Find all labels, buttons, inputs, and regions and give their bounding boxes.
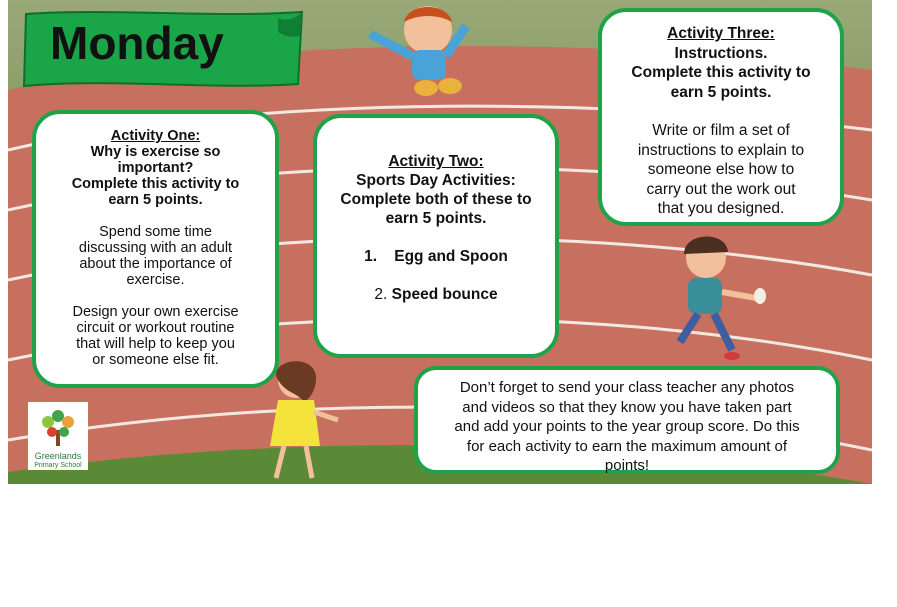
item-label: Speed bounce [391, 286, 498, 303]
activity-two-line: earn 5 points. [385, 210, 487, 227]
activity-one-text: Design your own exercise [72, 304, 239, 320]
activity-two-line: Complete both of these to [340, 191, 532, 208]
activity-one-text: that will help to keep you [76, 336, 235, 352]
activity-two-line: Sports Day Activities: [356, 172, 516, 189]
logo-name: Greenlands [34, 451, 82, 461]
reminder-line: and videos so that they know you have taken part [462, 398, 792, 416]
activity-one-card [32, 110, 279, 388]
activity-two-card [313, 114, 559, 358]
activity-two-heading: Activity Two: [388, 153, 484, 170]
item-number: 2. [374, 286, 388, 303]
activity-three-heading: Activity Three: [667, 25, 775, 42]
reminder-card [414, 366, 840, 474]
reminder-line: Don’t forget to send your class teacher any photos [459, 379, 795, 396]
item-number: 1. [364, 248, 378, 265]
activity-three-text: instructions to explain to [637, 141, 805, 159]
activity-one-text: about the importance of [79, 256, 232, 272]
reminder-line: and add your points to the year group score. Do this [454, 418, 800, 435]
slide [8, 0, 872, 484]
activity-three-card [598, 8, 844, 226]
activity-three-line: Complete this activity to [631, 64, 811, 81]
activity-one-text: Spend some time [99, 224, 212, 240]
activity-three-line: Instructions. [674, 44, 768, 62]
item-label: Egg and Spoon [394, 248, 508, 265]
activity-three-text: carry out the work out [646, 180, 796, 198]
activity-one-text: or someone else fit. [92, 352, 219, 368]
activity-one-line: important? [117, 160, 194, 176]
reminder-line: points! [604, 457, 650, 474]
activity-one-text: exercise. [126, 272, 185, 288]
activity-one-heading: Activity One: [110, 128, 201, 144]
activity-three-text: Write or film a set of [652, 122, 790, 139]
reminder-line: for each activity to earn the maximum amount of [466, 437, 788, 455]
activity-one-text: discussing with an adult [78, 240, 233, 256]
activity-three-text: that you designed. [657, 200, 785, 217]
activity-one-text: circuit or workout routine [76, 320, 235, 336]
activity-two-item-1 [317, 247, 555, 266]
tree-icon [28, 402, 88, 450]
logo-subtitle: Primary School [34, 462, 82, 469]
activity-one-line: Why is exercise so [90, 144, 221, 160]
activity-two-item-2 [317, 285, 555, 304]
activity-one-line: earn 5 points. [108, 192, 203, 208]
activity-three-text: someone else how to [647, 161, 795, 178]
activity-three-line: earn 5 points. [670, 83, 772, 101]
day-title: Monday [50, 17, 224, 69]
school-logo [28, 402, 88, 470]
activity-one-line: Complete this activity to [71, 176, 240, 192]
